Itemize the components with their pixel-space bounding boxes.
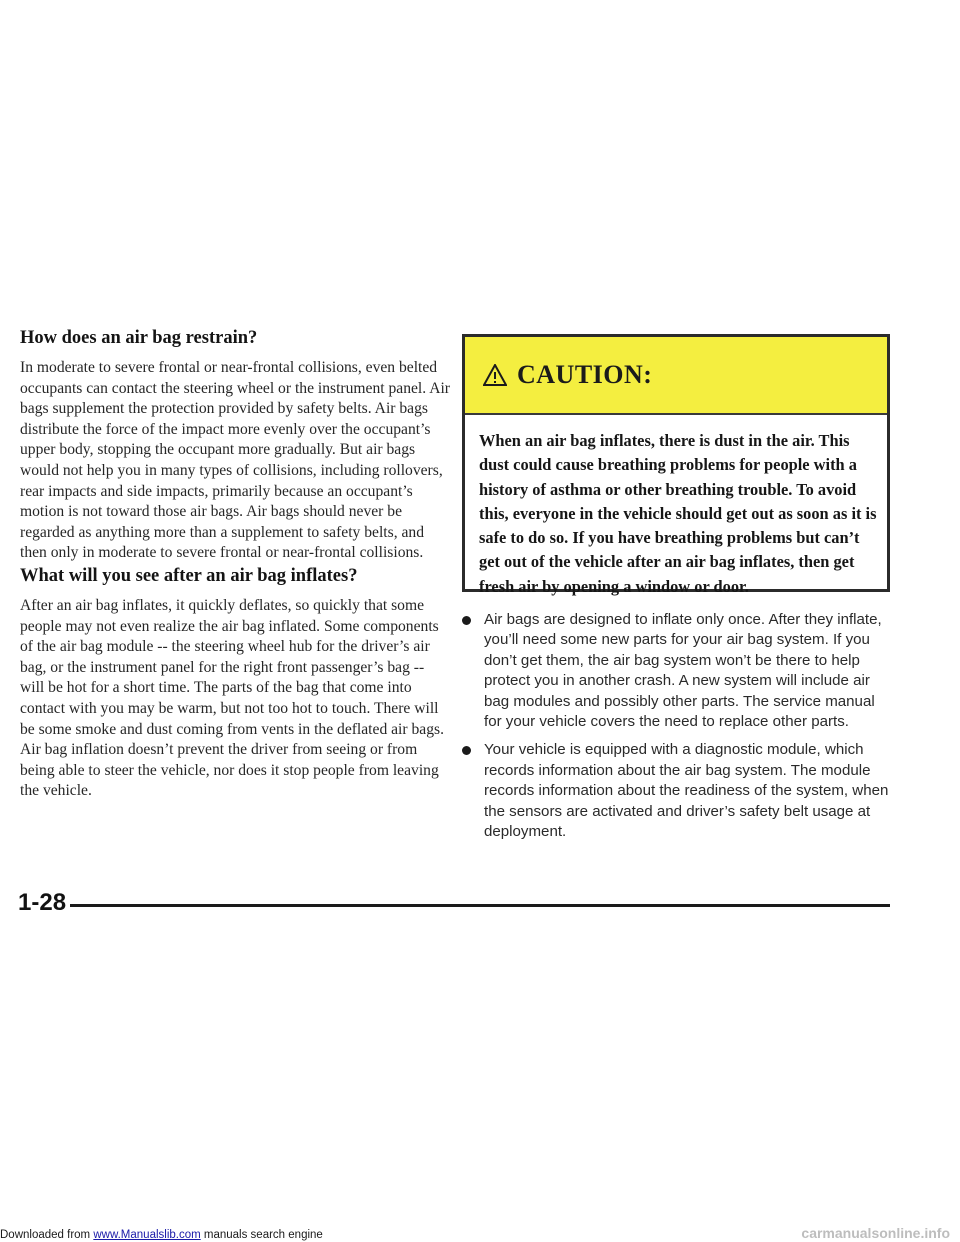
left-column <box>20 326 452 802</box>
page-footer <box>18 885 890 925</box>
caution-box <box>462 334 890 596</box>
section-body-after-inflation: After an air bag inflates, it quickly deflates, so quickly that some people may not even realize the air bag inflated. Some components of the air bag module -- the steering wheel hub for the driver’s air bag, or the instrument panel for the right front passenger’s bag -- will be hot for a short time. The parts of the bag that come into contact with you may be warm, but not too hot to touch. There will be some smoke and dust coming from vents in the deflated air bags. Air bag inflation doesn’t prevent the driver from seeing or from being able to steer the vehicle, nor does it stop people from leaving the vehicle. <box>20 596 444 800</box>
section-body-restrain: In moderate to severe frontal or near-frontal collisions, even belted occupants can contact the steering wheel or the instrument panel. Air bags supplement the protection provided by safety belts. Air bags distribute the force of the impact more evenly over the occupant’s upper body, stopping the occupant more gradually. But air bags would not help you in many types of collisions, including rollovers, rear impacts and side impacts, primarily because an occupant’s motion is not toward those air bags. Air bags should never be regarded as anything more than a supplement to safety belts, and then only in moderate to severe frontal or near-frontal collisions. <box>20 359 450 562</box>
footer-rule <box>70 904 890 907</box>
caution-text: When an air bag inflates, there is dust in the air. This dust could cause breathing problems for people with a history of asthma or other breathing trouble. To avoid this, everyone in the vehicle should get out as soon as it is safe to do so. If you have breathing problems but can’t get out of the vehicle after an air bag inflates, then get fresh air by opening a window or door. <box>479 431 877 596</box>
right-column <box>462 334 890 850</box>
bullet-icon <box>462 616 471 625</box>
list-item-text: Air bags are designed to inflate only once. After they inflate, you’ll need some new parts for your air bag system. If you don’t get them, the air bag system won’t be there to help protect you in another crash. A new system will include air bag modules and possibly other parts. The service manual for your vehicle covers the need to replace other parts. <box>484 611 882 731</box>
manualslib-link[interactable]: www.Manualslib.com <box>93 1229 201 1241</box>
page-number: 1-28 <box>18 889 67 916</box>
caution-header <box>465 337 887 415</box>
list-item <box>462 740 890 842</box>
list-item <box>462 610 890 732</box>
warning-triangle-icon <box>483 364 507 386</box>
download-banner <box>0 1228 323 1242</box>
watermark: carmanualsonline.info <box>801 1225 950 1241</box>
banner-suffix: manuals search engine <box>200 1229 323 1241</box>
banner-prefix: Downloaded from <box>0 1229 94 1241</box>
bullet-icon <box>462 746 471 755</box>
section-heading-restrain: How does an air bag restrain? <box>20 328 258 348</box>
section-heading-after-inflation: What will you see after an air bag inflates? <box>20 565 358 586</box>
list-item-text: Your vehicle is equipped with a diagnostic module, which records information about the air bag system. The module records information about the readiness of the system, when the sensors are activated and driver’s safety belt usage at deployment. <box>484 741 889 841</box>
bullet-list <box>462 610 890 842</box>
caution-title: CAUTION: <box>517 360 653 389</box>
